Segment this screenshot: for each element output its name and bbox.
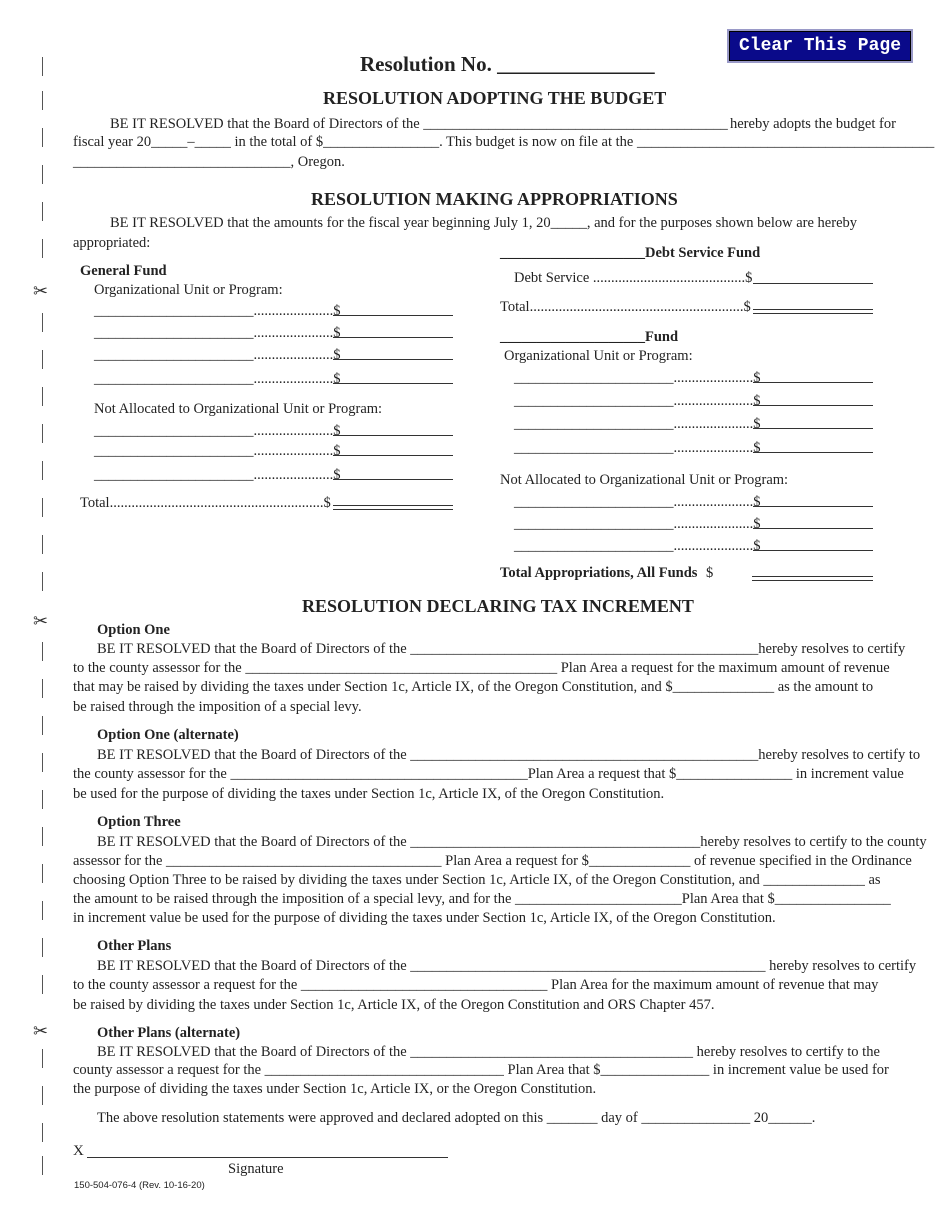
other-plans-title: Other Plans xyxy=(97,938,172,954)
perforation-tick xyxy=(42,642,43,661)
text-line: BE IT RESOLVED that the Board of Directors of the ________________________________________________hereby resolves to certify xyxy=(97,641,906,657)
option-one-title: Option One xyxy=(97,622,170,638)
adopting-budget-heading: RESOLUTION ADOPTING THE BUDGET xyxy=(323,88,667,108)
perforation-tick xyxy=(42,91,43,110)
amount-blank[interactable] xyxy=(333,455,453,456)
amount-blank[interactable] xyxy=(333,383,453,384)
amount-blank[interactable] xyxy=(333,337,453,338)
amount-blank[interactable] xyxy=(753,550,873,551)
perforation-tick xyxy=(42,1156,43,1175)
fund-na-row: ______________________......................$ xyxy=(514,494,761,510)
signature-x-mark: X xyxy=(73,1143,84,1159)
not-allocated-label: Not Allocated to Organizational Unit or Program: xyxy=(94,401,383,417)
text-line: BE IT RESOLVED that the Board of Directors of the _________________________________________________ hereby resolves to certify xyxy=(97,958,917,974)
gf-org-row: ______________________......................$ xyxy=(94,347,341,363)
fund-org-row: ______________________......................$ xyxy=(514,393,761,409)
text-line: BE IT RESOLVED that the Board of Directors of the ________________________________________________hereby resolves to certify to xyxy=(97,747,921,763)
resolution-number: Resolution No. _______________ xyxy=(360,52,655,76)
amount-blank[interactable] xyxy=(753,528,873,529)
text-line: the county assessor for the _________________________________________Plan Area a request that $________________ in increment value xyxy=(73,766,904,782)
perforation-tick xyxy=(42,535,43,554)
perforation-tick xyxy=(42,938,43,957)
clear-page-button[interactable]: Clear This Page xyxy=(727,29,913,63)
gf-na-row: ______________________......................$ xyxy=(94,443,341,459)
tax-increment-heading: RESOLUTION DECLARING TAX INCREMENT xyxy=(302,596,694,616)
perforation-tick xyxy=(42,313,43,332)
scissors-icon: ✂ xyxy=(33,611,49,632)
text-line: that may be raised by dividing the taxes under Section 1c, Article IX, of the Oregon Constitution, and $______________ as the amount to xyxy=(73,679,874,695)
appropriations-intro-line1: BE IT RESOLVED that the amounts for the fiscal year beginning July 1, 20_____, and for the purposes shown below are hereby xyxy=(110,215,858,231)
scissors-icon: ✂ xyxy=(33,281,49,302)
perforation-tick xyxy=(42,572,43,591)
gf-total-blank[interactable] xyxy=(333,505,453,510)
text-line: be used for the purpose of dividing the taxes under Section 1c, Article IX, of the Oregon Constitution. xyxy=(73,786,665,802)
amount-blank[interactable] xyxy=(333,359,453,360)
perforation-tick xyxy=(42,165,43,184)
perforation-tick xyxy=(42,1086,43,1105)
general-fund-label: General Fund xyxy=(80,263,167,279)
amount-blank[interactable] xyxy=(753,428,873,429)
fund-na-row: ______________________......................$ xyxy=(514,516,761,532)
option-three-title: Option Three xyxy=(97,814,181,830)
gf-total-label: Total...........................................................$ xyxy=(80,495,331,511)
amount-blank[interactable] xyxy=(753,506,873,507)
approval-statement: The above resolution statements were approved and declared adopted on this _______ day of _______________ 20______. xyxy=(97,1110,816,1126)
perforation-tick xyxy=(42,461,43,480)
total-all-funds-blank[interactable] xyxy=(752,576,873,581)
perforation-tick xyxy=(42,239,43,258)
amount-blank[interactable] xyxy=(753,405,873,406)
perforation-tick xyxy=(42,679,43,698)
text-line: the purpose of dividing the taxes under Section 1c, Article IX, or the Oregon Constitution. xyxy=(73,1081,597,1097)
perforation-tick xyxy=(42,975,43,994)
perforation-tick xyxy=(42,350,43,369)
text-line: assessor for the ______________________________________ Plan Area a request for $______________ of revenue specified in the Ordinance xyxy=(73,853,912,869)
perforation-tick xyxy=(42,57,43,76)
perforation-tick xyxy=(42,387,43,406)
perforation-tick xyxy=(42,202,43,221)
text-line: BE IT RESOLVED that the Board of Directors of the ________________________________________hereby resolves to certify to the county xyxy=(97,834,927,850)
perforation-tick xyxy=(42,753,43,772)
option-one-alternate-title: Option One (alternate) xyxy=(97,727,239,743)
gf-na-row: ______________________......................$ xyxy=(94,423,341,439)
text-line: county assessor a request for the _________________________________ Plan Area that $_______________ in increment value be used for xyxy=(73,1062,889,1078)
adopting-text-line2: fiscal year 20_____–_____ in the total of $________________. This budget is now on file at the _________________________________________ xyxy=(73,134,935,150)
adopting-text-line1b: hereby adopts the budget for xyxy=(730,116,896,132)
perforation-tick xyxy=(42,827,43,846)
gf-na-row: ______________________......................$ xyxy=(94,467,341,483)
perforation-tick xyxy=(42,498,43,517)
perforation-tick xyxy=(42,1049,43,1068)
amount-blank[interactable] xyxy=(333,479,453,480)
amount-blank[interactable] xyxy=(753,452,873,453)
text-line: be raised by dividing the taxes under Section 1c, Article IX, of the Oregon Constitution and ORS Chapter 457. xyxy=(73,997,715,1013)
fund-not-allocated-label: Not Allocated to Organizational Unit or Program: xyxy=(500,472,789,488)
debt-total-label: Total...........................................................$ xyxy=(500,299,751,315)
fund-org-row: ______________________......................$ xyxy=(514,416,761,432)
perforation-tick xyxy=(42,716,43,735)
form-number: 150-504-076-4 (Rev. 10-16-20) xyxy=(74,1180,205,1191)
perforation-tick xyxy=(42,128,43,147)
fund-label: ____________________Fund xyxy=(500,329,679,345)
total-all-funds-dollar: $ xyxy=(706,565,714,581)
appropriations-heading: RESOLUTION MAKING APPROPRIATIONS xyxy=(311,189,678,209)
text-line: BE IT RESOLVED that the Board of Directors of the _______________________________________ hereby resolves to certify to the xyxy=(97,1044,880,1060)
signature-label: Signature xyxy=(228,1161,284,1177)
adopting-text-line1a: BE IT RESOLVED that the Board of Directors of the __________________________________________ xyxy=(110,116,728,132)
perforation-tick xyxy=(42,1123,43,1142)
debt-service-fund-label: ____________________Debt Service Fund xyxy=(500,245,761,261)
perforation-tick xyxy=(42,864,43,883)
debt-total-blank[interactable] xyxy=(753,309,873,314)
perforation-tick xyxy=(42,424,43,443)
total-all-funds-label: Total Appropriations, All Funds xyxy=(500,565,698,581)
fund-org-unit-label: Organizational Unit or Program: xyxy=(504,348,693,364)
org-unit-label: Organizational Unit or Program: xyxy=(94,282,283,298)
signature-line[interactable] xyxy=(87,1157,448,1158)
gf-org-row: ______________________......................$ xyxy=(94,303,341,319)
text-line: to the county assessor a request for the __________________________________ Plan Area for the maximum amount of revenue that may xyxy=(73,977,879,993)
fund-na-row: ______________________......................$ xyxy=(514,538,761,554)
debt-service-row: Debt Service ..........................................$ xyxy=(514,270,753,286)
text-line: the amount to be raised through the imposition of a special levy, and for the _______________________Plan Area that $________________ xyxy=(73,891,891,907)
amount-blank[interactable] xyxy=(333,435,453,436)
gf-org-row: ______________________......................$ xyxy=(94,325,341,341)
appropriations-intro-line2: appropriated: xyxy=(73,235,151,251)
perforation-tick xyxy=(42,790,43,809)
text-line: to the county assessor for the ___________________________________________ Plan Area a request for the maximum amount of revenue xyxy=(73,660,890,676)
fund-org-row: ______________________......................$ xyxy=(514,370,761,386)
other-plans-alternate-title: Other Plans (alternate) xyxy=(97,1025,241,1041)
scissors-icon: ✂ xyxy=(33,1021,49,1042)
text-line: in increment value be used for the purpose of dividing the taxes under Section 1c, Article IX, of the Oregon Constitution. xyxy=(73,910,776,926)
perforation-tick xyxy=(42,901,43,920)
adopting-text-line3: ______________________________, Oregon. xyxy=(73,154,345,170)
text-line: be raised through the imposition of a special levy. xyxy=(73,699,362,715)
gf-org-row: ______________________......................$ xyxy=(94,371,341,387)
amount-blank[interactable] xyxy=(753,382,873,383)
amount-blank[interactable] xyxy=(333,315,453,316)
text-line: choosing Option Three to be raised by dividing the taxes under Section 1c, Article IX, of the Oregon Constitution, and ______________ as xyxy=(73,872,881,888)
fund-org-row: ______________________......................$ xyxy=(514,440,761,456)
amount-blank[interactable] xyxy=(753,283,873,284)
